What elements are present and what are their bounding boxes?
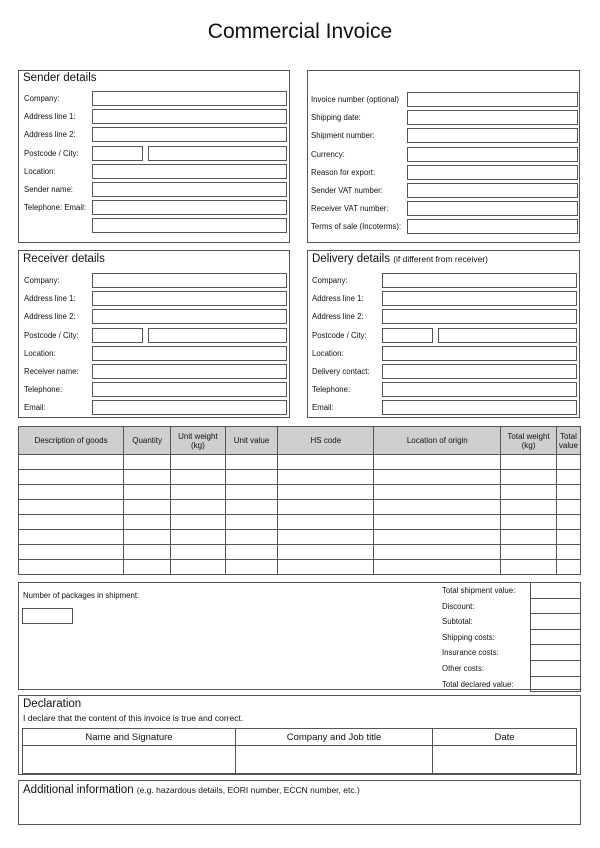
invoice-field-3[interactable] bbox=[407, 147, 578, 162]
invoice-label-4: Reason for export: bbox=[311, 167, 376, 177]
receiver-label-3: Postcode / City: bbox=[24, 330, 79, 340]
table-cell[interactable] bbox=[171, 530, 226, 545]
delivery-field-1[interactable] bbox=[382, 291, 577, 306]
totals-label-3: Shipping costs: bbox=[442, 632, 495, 642]
invoice-label-2: Shipment number: bbox=[311, 131, 375, 141]
table-cell[interactable] bbox=[374, 500, 501, 515]
col-unit-value: Unit value bbox=[225, 427, 278, 455]
table-cell[interactable] bbox=[278, 560, 374, 575]
receiver-label-6: Telephone: bbox=[24, 385, 63, 395]
invoice-field-7[interactable] bbox=[407, 219, 578, 234]
table-cell[interactable] bbox=[278, 485, 374, 500]
table-cell[interactable] bbox=[171, 485, 226, 500]
delivery-label-4: Location: bbox=[312, 348, 344, 358]
table-cell[interactable] bbox=[225, 500, 278, 515]
totals-label-6: Total declared value: bbox=[442, 679, 514, 689]
sender-field-3-a[interactable] bbox=[92, 146, 143, 161]
totals-label-0: Total shipment value: bbox=[442, 586, 516, 595]
delivery-label-2: Address line 2: bbox=[312, 312, 364, 322]
packages-label: Number of packages in shipment: bbox=[23, 591, 140, 600]
col-quantity: Quantity bbox=[124, 427, 171, 455]
delivery-heading-note: (if different from receiver) bbox=[393, 254, 488, 264]
table-cell[interactable] bbox=[124, 545, 171, 560]
receiver-label-2: Address line 2: bbox=[24, 312, 76, 322]
table-cell[interactable] bbox=[124, 530, 171, 545]
date-field[interactable] bbox=[433, 746, 577, 774]
table-cell[interactable] bbox=[225, 545, 278, 560]
totals-field-2[interactable] bbox=[530, 613, 581, 630]
table-cell[interactable] bbox=[225, 470, 278, 485]
table-row bbox=[19, 485, 581, 500]
receiver-label-4: Location: bbox=[24, 348, 56, 358]
table-cell[interactable] bbox=[501, 455, 557, 470]
invoice-field-4[interactable] bbox=[407, 165, 578, 180]
sender-label-4: Location: bbox=[24, 166, 56, 176]
table-cell[interactable] bbox=[501, 470, 557, 485]
col-unit-weight: Unit weight (kg) bbox=[171, 427, 226, 455]
delivery-field-2[interactable] bbox=[382, 309, 577, 324]
totals-field-5[interactable] bbox=[530, 660, 581, 677]
table-cell[interactable] bbox=[19, 455, 124, 470]
sender-field-2[interactable] bbox=[92, 127, 287, 142]
declaration-text: I declare that the content of this invoice is true and correct. bbox=[23, 713, 244, 723]
delivery-label-0: Company: bbox=[312, 276, 348, 285]
sender-field-7[interactable] bbox=[92, 218, 287, 233]
invoice-field-6[interactable] bbox=[407, 201, 578, 216]
invoice-field-0[interactable] bbox=[407, 92, 578, 107]
table-cell[interactable] bbox=[124, 485, 171, 500]
table-cell[interactable] bbox=[374, 485, 501, 500]
col-total-value: Total value bbox=[556, 427, 580, 455]
sender-field-6[interactable] bbox=[92, 200, 287, 215]
table-cell[interactable] bbox=[501, 545, 557, 560]
totals-field-1[interactable] bbox=[530, 598, 581, 615]
table-cell[interactable] bbox=[374, 545, 501, 560]
additional-heading-note: (e.g. hazardous details, EORI number, ECCN number, etc.) bbox=[136, 785, 360, 795]
receiver-field-0[interactable] bbox=[92, 273, 287, 288]
table-cell[interactable] bbox=[124, 500, 171, 515]
delivery-heading-text: Delivery details bbox=[312, 253, 390, 265]
sender-field-1[interactable] bbox=[92, 109, 287, 124]
table-cell[interactable] bbox=[171, 545, 226, 560]
col-total-weight: Total weight (kg) bbox=[501, 427, 557, 455]
table-cell[interactable] bbox=[501, 530, 557, 545]
receiver-field-3-a[interactable] bbox=[92, 328, 143, 343]
table-cell[interactable] bbox=[19, 500, 124, 515]
table-cell[interactable] bbox=[278, 530, 374, 545]
table-cell[interactable] bbox=[556, 485, 580, 500]
receiver-field-2[interactable] bbox=[92, 309, 287, 324]
invoice-label-6: Receiver VAT number: bbox=[311, 204, 389, 214]
table-cell[interactable] bbox=[171, 515, 226, 530]
table-cell[interactable] bbox=[19, 470, 124, 485]
delivery-label-5: Delivery contact: bbox=[312, 367, 370, 376]
table-cell[interactable] bbox=[501, 560, 557, 575]
table-cell[interactable] bbox=[556, 455, 580, 470]
table-cell[interactable] bbox=[225, 515, 278, 530]
table-cell[interactable] bbox=[225, 530, 278, 545]
sender-label-6: Telephone: Email: bbox=[24, 203, 86, 213]
table-row bbox=[19, 560, 581, 575]
delivery-field-6[interactable] bbox=[382, 382, 577, 397]
totals-label-5: Other costs: bbox=[442, 664, 485, 673]
table-cell[interactable] bbox=[278, 500, 374, 515]
sender-label-3: Postcode / City: bbox=[24, 148, 79, 158]
table-row bbox=[19, 470, 581, 485]
table-row bbox=[19, 515, 581, 530]
delivery-field-3-a[interactable] bbox=[382, 328, 433, 343]
sender-label-0: Company: bbox=[24, 94, 60, 103]
delivery-heading bbox=[312, 253, 488, 265]
table-cell[interactable] bbox=[556, 500, 580, 515]
table-cell[interactable] bbox=[19, 530, 124, 545]
receiver-field-4[interactable] bbox=[92, 346, 287, 361]
totals-label-4: Insurance costs: bbox=[442, 648, 499, 658]
table-cell[interactable] bbox=[225, 560, 278, 575]
invoice-field-5[interactable] bbox=[407, 183, 578, 198]
table-row bbox=[19, 500, 581, 515]
col-company-job: Company and Job title bbox=[236, 729, 433, 746]
receiver-field-6[interactable] bbox=[92, 382, 287, 397]
col-name-signature: Name and Signature bbox=[23, 729, 236, 746]
table-cell[interactable] bbox=[171, 470, 226, 485]
sender-field-3-b[interactable] bbox=[148, 146, 287, 161]
goods-table bbox=[18, 426, 581, 575]
invoice-label-1: Shipping date: bbox=[311, 113, 361, 123]
receiver-label-7: Email: bbox=[24, 403, 46, 413]
totals-field-0[interactable] bbox=[530, 582, 581, 599]
sender-field-4[interactable] bbox=[92, 164, 287, 179]
additional-heading bbox=[23, 784, 360, 796]
delivery-field-7[interactable] bbox=[382, 400, 577, 415]
receiver-label-5: Receiver name: bbox=[24, 367, 79, 376]
receiver-field-7[interactable] bbox=[92, 400, 287, 415]
table-cell[interactable] bbox=[374, 515, 501, 530]
invoice-field-2[interactable] bbox=[407, 128, 578, 143]
receiver-field-1[interactable] bbox=[92, 291, 287, 306]
totals-field-6[interactable] bbox=[530, 676, 581, 693]
invoice-label-0: Invoice number (optional) bbox=[311, 95, 399, 104]
col-hs-code: HS code bbox=[278, 427, 374, 455]
totals-label-2: Subtotal: bbox=[442, 617, 473, 627]
table-cell[interactable] bbox=[556, 470, 580, 485]
table-row bbox=[19, 545, 581, 560]
table-cell[interactable] bbox=[556, 560, 580, 575]
table-cell[interactable] bbox=[19, 515, 124, 530]
receiver-heading: Receiver details bbox=[23, 253, 105, 265]
table-cell[interactable] bbox=[124, 560, 171, 575]
table-cell[interactable] bbox=[501, 485, 557, 500]
delivery-field-4[interactable] bbox=[382, 346, 577, 361]
table-cell[interactable] bbox=[171, 455, 226, 470]
sender-field-0[interactable] bbox=[92, 91, 287, 106]
receiver-field-5[interactable] bbox=[92, 364, 287, 379]
receiver-label-1: Address line 1: bbox=[24, 294, 76, 304]
table-cell[interactable] bbox=[171, 560, 226, 575]
col-location-origin: Location of origin bbox=[374, 427, 501, 455]
col-description: Description of goods bbox=[19, 427, 124, 455]
page-title: Commercial Invoice bbox=[207, 20, 393, 43]
table-cell[interactable] bbox=[278, 470, 374, 485]
table-cell[interactable] bbox=[501, 515, 557, 530]
sender-label-1: Address line 1: bbox=[24, 112, 76, 122]
table-cell[interactable] bbox=[19, 485, 124, 500]
table-row bbox=[19, 455, 581, 470]
invoice-label-5: Sender VAT number: bbox=[311, 186, 383, 195]
table-cell[interactable] bbox=[19, 560, 124, 575]
table-cell[interactable] bbox=[374, 560, 501, 575]
table-cell[interactable] bbox=[278, 515, 374, 530]
invoice-label-3: Currency: bbox=[311, 149, 345, 159]
delivery-label-7: Email: bbox=[312, 403, 334, 413]
table-cell[interactable] bbox=[124, 470, 171, 485]
sender-field-5[interactable] bbox=[92, 182, 287, 197]
sender-label-2: Address line 2: bbox=[24, 130, 76, 140]
receiver-label-0: Company: bbox=[24, 276, 60, 285]
packages-input[interactable] bbox=[22, 608, 73, 624]
signature-table bbox=[22, 728, 577, 774]
delivery-label-1: Address line 1: bbox=[312, 294, 364, 304]
additional-heading-text: Additional information bbox=[23, 784, 134, 796]
col-date: Date bbox=[433, 729, 577, 746]
table-cell[interactable] bbox=[374, 455, 501, 470]
table-cell[interactable] bbox=[225, 485, 278, 500]
table-cell[interactable] bbox=[19, 545, 124, 560]
table-cell[interactable] bbox=[556, 515, 580, 530]
delivery-field-3-b[interactable] bbox=[438, 328, 577, 343]
table-cell[interactable] bbox=[124, 515, 171, 530]
invoice-field-1[interactable] bbox=[407, 110, 578, 125]
table-cell[interactable] bbox=[556, 545, 580, 560]
delivery-field-0[interactable] bbox=[382, 273, 577, 288]
table-cell[interactable] bbox=[501, 500, 557, 515]
table-cell[interactable] bbox=[225, 455, 278, 470]
totals-field-3[interactable] bbox=[530, 629, 581, 646]
table-cell[interactable] bbox=[278, 455, 374, 470]
delivery-label-3: Postcode / City: bbox=[312, 330, 367, 340]
company-job-field[interactable] bbox=[236, 746, 433, 774]
delivery-field-5[interactable] bbox=[382, 364, 577, 379]
table-cell[interactable] bbox=[374, 530, 501, 545]
table-cell[interactable] bbox=[124, 455, 171, 470]
invoice-label-7: Terms of sale (Incoterms): bbox=[311, 222, 402, 232]
receiver-field-3-b[interactable] bbox=[148, 328, 287, 343]
table-row bbox=[19, 530, 581, 545]
sender-heading: Sender details bbox=[23, 72, 97, 84]
declaration-heading: Declaration bbox=[23, 698, 82, 710]
delivery-label-6: Telephone: bbox=[312, 385, 351, 395]
table-cell[interactable] bbox=[278, 545, 374, 560]
table-cell[interactable] bbox=[556, 530, 580, 545]
totals-label-1: Discount: bbox=[442, 601, 475, 611]
name-signature-field[interactable] bbox=[23, 746, 236, 774]
totals-field-4[interactable] bbox=[530, 644, 581, 661]
table-cell[interactable] bbox=[171, 500, 226, 515]
sender-label-5: Sender name: bbox=[24, 185, 73, 194]
table-cell[interactable] bbox=[374, 470, 501, 485]
